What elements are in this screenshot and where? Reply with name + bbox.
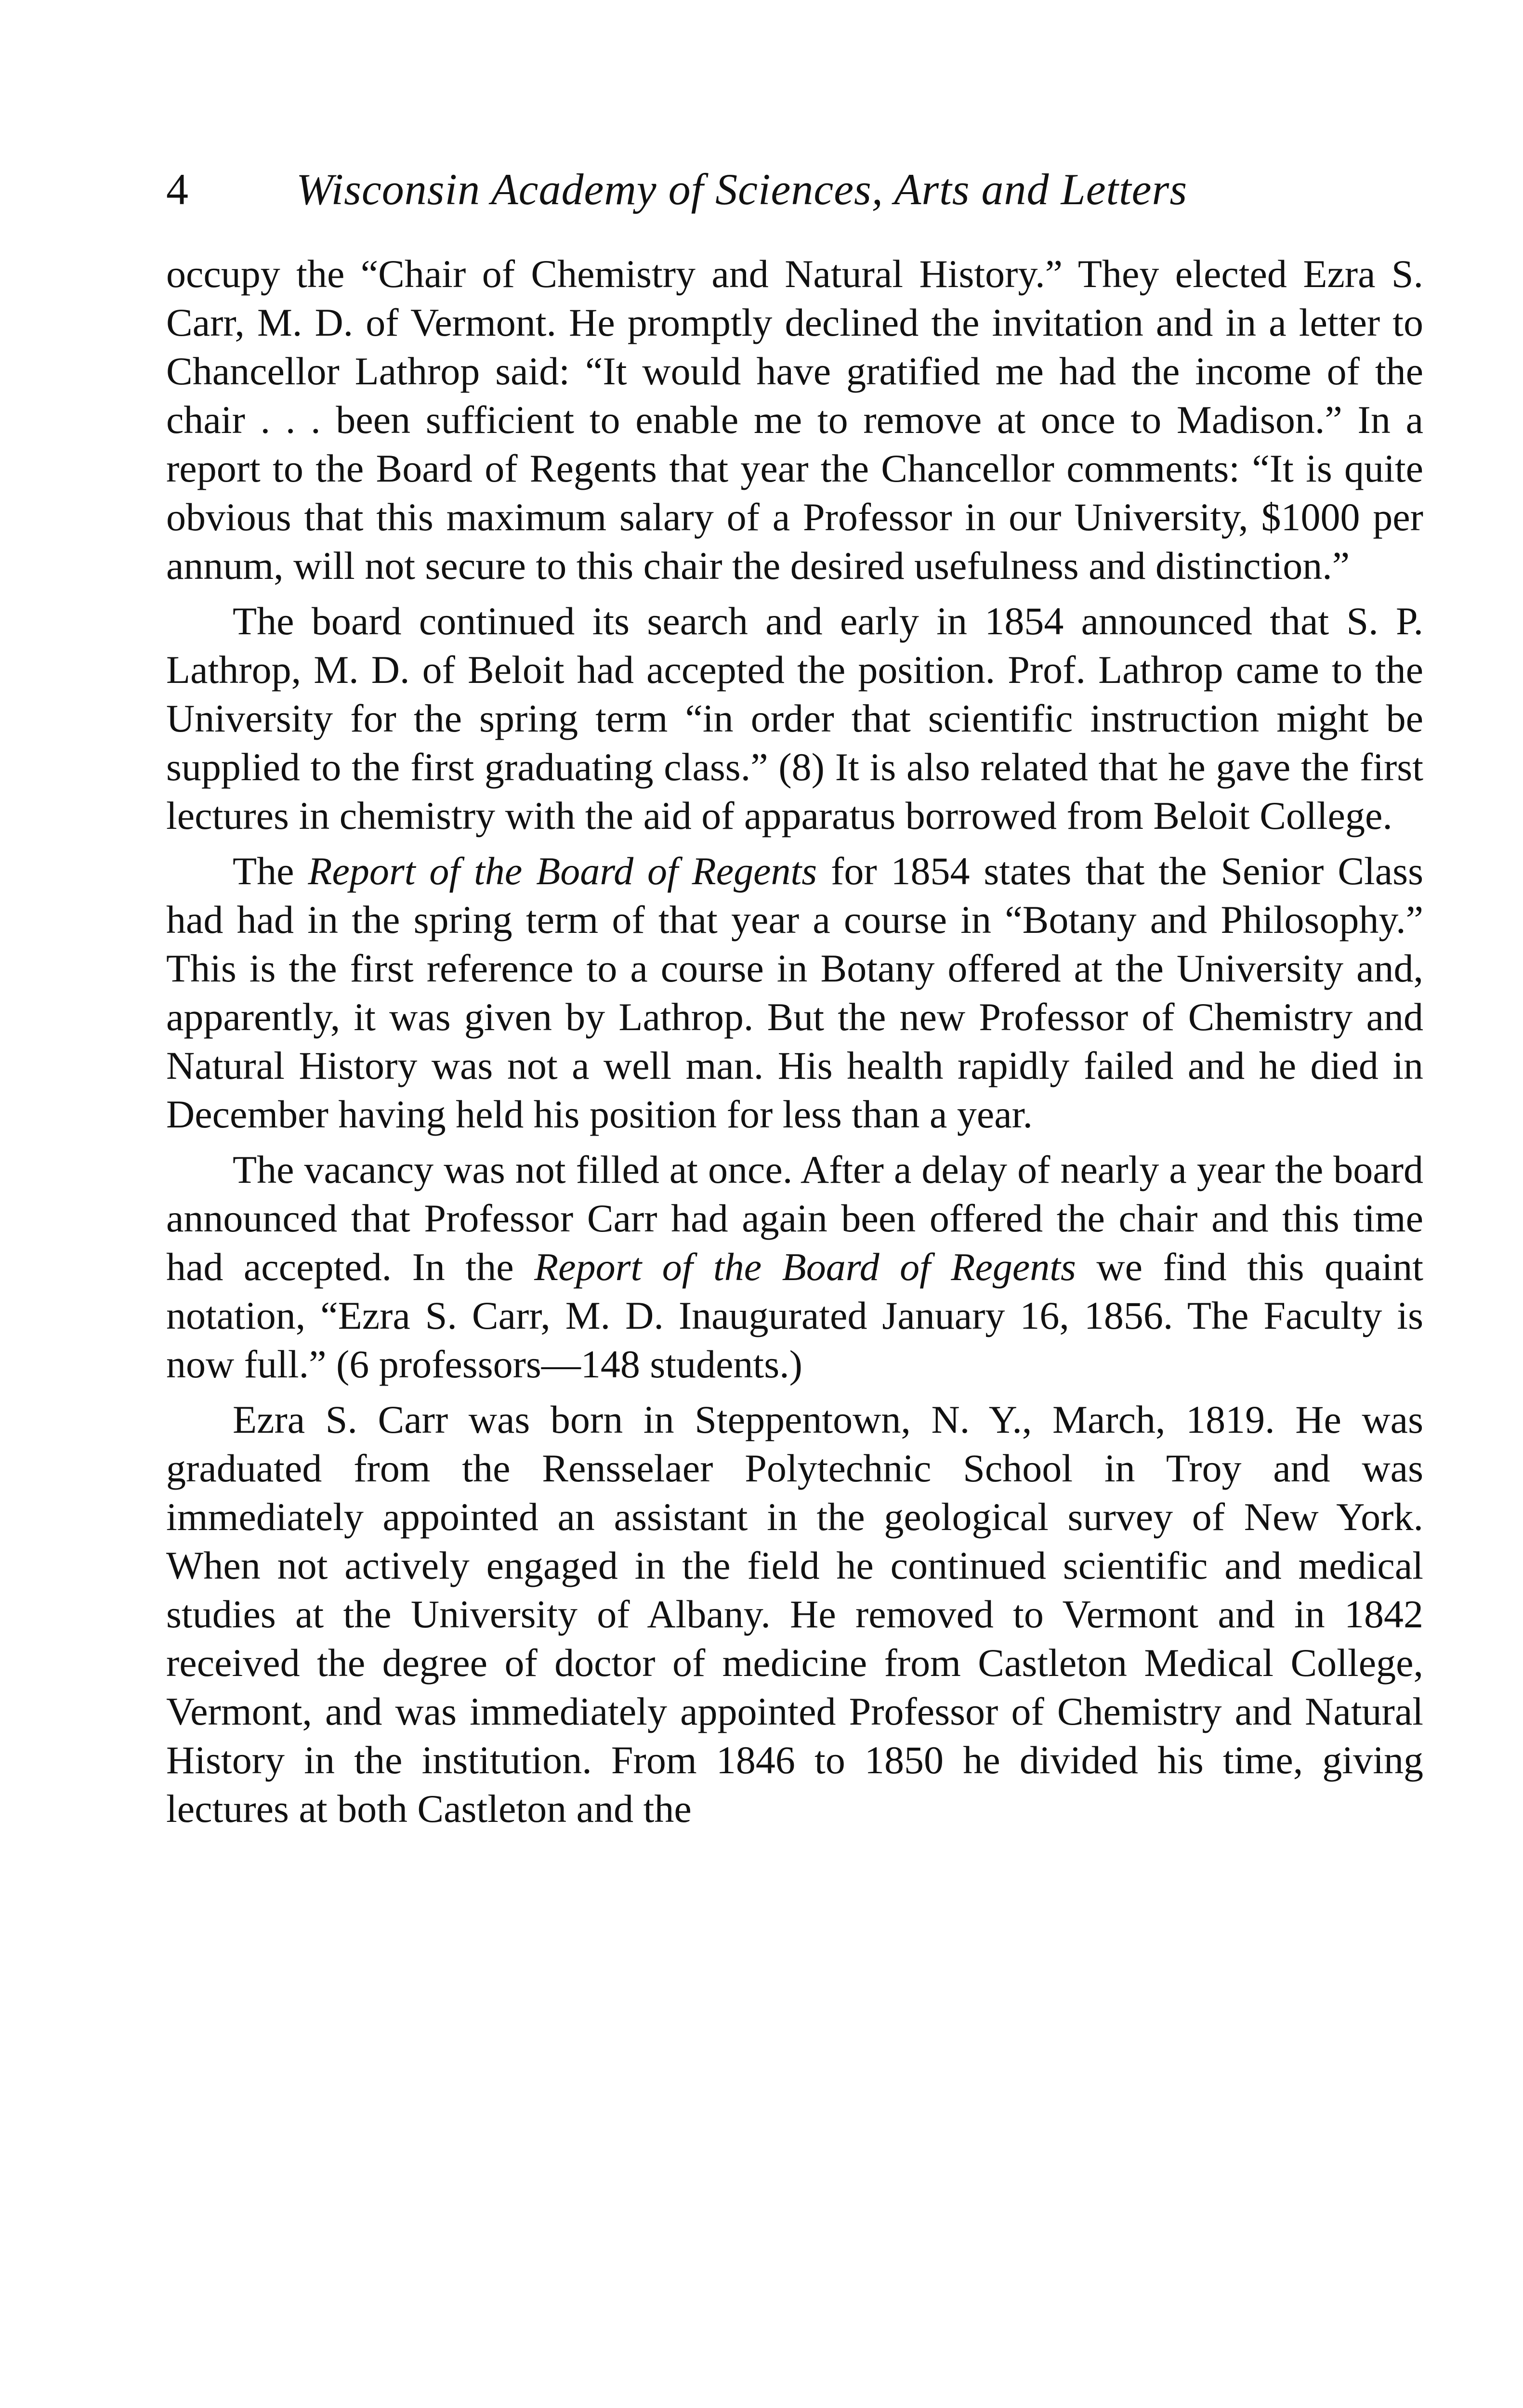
book-page [166, 153, 1423, 1840]
body-text [166, 249, 1423, 1833]
paragraph [166, 1145, 1423, 1388]
paragraph: The board continued its search and early in 1854 announced that S. P. Lathrop, M. D. of Beloit had accepted the position. Prof. Lathrop came to the University for the spring term “in order that scientific instruction might be supplied to the first graduating class.” (8) It is also related that he gave the first lectures in chemistry with the aid of apparatus borrowed from Beloit College. [166, 599, 1423, 838]
page-number: 4 [166, 165, 188, 214]
paragraph-text: for 1854 states that the Senior Class had had in the spring term of that year a course in “Botany and Philosophy.” This is the first reference to a course in Botany offered at the University and, apparently, it was given by Lathrop. But the new Professor of Chemistry and Natural History was not a well man. His health rapidly failed and he died in December having held his position for less than a year. [166, 849, 1424, 1136]
paragraph-text: we find this quaint notation, “Ezra S. Carr, M. D. Inaugurated January 16, 1856. The Faculty is now full.” (6 professors—148 students.) [166, 1245, 1424, 1386]
paragraph: Ezra S. Carr was born in Steppentown, N. Y., March, 1819. He was graduated from the Rensselaer Polytechnic School in Troy and was immediately appointed an assistant in the geological survey of New York. When not actively engaged in the field he continued scientific and medical studies at the University of Albany. He removed to Vermont and in 1842 received the degree of doctor of medicine from Castleton Medical College, Vermont, and was immediately appointed Professor of Chemistry and Natural History in the institution. From 1846 to 1850 he divided his time, giving lectures at both Castleton and the [166, 1398, 1423, 1831]
italic-title: Report of the Board of Regents [308, 849, 817, 893]
paragraph-text: The vacancy was not filled at once. After a delay of nearly a year the board announced that Professor Carr had again been offered the chair and this time had accepted. In the [166, 1148, 1423, 1289]
paragraph: occupy the “Chair of Chemistry and Natural History.” They elected Ezra S. Carr, M. D. of Vermont. He promptly declined the invitation and in a letter to Chancellor Lathrop said: “It would have gratified me had the income of the chair . . . been sufficient to enable me to remove at once to Madison.” In a report to the Board of Regents that year the Chancellor comments: “It is quite obvious that this maximum salary of a Professor in our University, $1000 per annum, will not secure to this chair the desired usefulness and distinction.” [166, 252, 1423, 588]
running-head: Wisconsin Academy of Sciences, Arts and Letters [296, 165, 1188, 214]
italic-title: Report of the Board of Regents [534, 1245, 1076, 1289]
page-header [166, 153, 1423, 225]
paragraph-text: The [233, 849, 308, 893]
paragraph [166, 847, 1423, 1139]
